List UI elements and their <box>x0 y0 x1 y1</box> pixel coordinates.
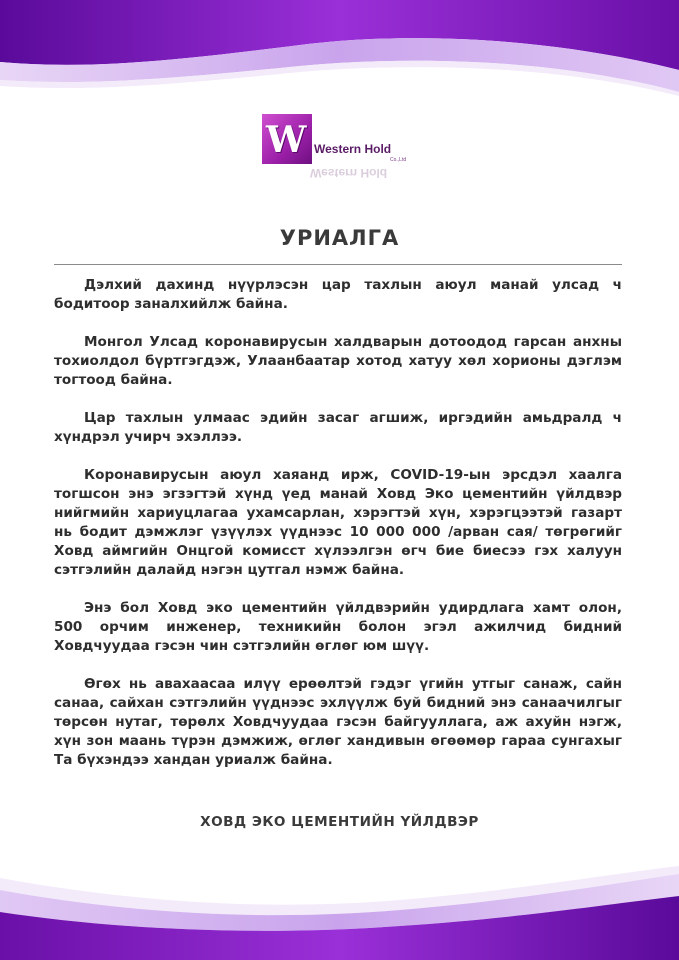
paragraph-4: Коронавирусын аюул хаяанд ирж, COVID-19-ын эрсдэл хаалга тогшсон энэ эгзэгтэй хүнд үед манай Ховд Эко цементийн үйлдвэр нийгмийн хариуцлагаа ухамсарлан, хэрэгтэй хүн, хэрэгцээтэй газарт нь бодит дэмжлэг үзүүлэх үүднээс 10 000 000 /арван сая/ төгрөгийг Ховд аймгийн Онцгой комисст хүлээлгэн өгч бие биесээ гэх халуун сэтгэлийн далайд нэгэн цутгал нэмж байна. <box>54 467 622 578</box>
paragraph-2: Монгол Улсад коронавирусын халдварын дотоодод гарсан анхны тохиолдол бүртгэгдэж, Улаанбаатар хотод хатуу хөл хорионы дэглэм тогтоод байна. <box>54 334 622 388</box>
logo-mark-box <box>262 114 312 164</box>
page-title: УРИАЛГА <box>279 226 400 250</box>
logo-reflection: Western Hold <box>310 166 388 180</box>
paragraph-1: Дэлхий дахинд нүүрлэсэн цар тахлын аюул манай улсад ч бодитоор заналхийлж байна. <box>54 277 622 312</box>
logo-company-suffix: Co.,Ltd <box>390 157 407 163</box>
paragraph-6: Өгөх нь авахаасаа илүү ерөөлтэй гэдэг үгийн утгыг санаж, сайн санаа, сайхан сэтгэлийн үүднээс эхлүүлж буй бидний энэ санаачилгыг төрсөн нутаг, төрөлх Ховдчуудаа гэсэн байгууллага, аж ахуйн нэгж, хүн зон маань түрэн дэмжиж, өглөг хандивын өгөөмөр гараа сунгахыг Та бүхэндээ хандан уриалж байна. <box>54 676 622 768</box>
logo-mark: W <box>266 119 307 161</box>
signature: ХОВД ЭКО ЦЕМЕНТИЙН ҮЙЛДВЭР <box>200 814 479 830</box>
title-divider <box>54 264 622 265</box>
paragraph-3: Цар тахлын улмаас эдийн засаг агшиж, иргэдийн амьдралд ч хүндрэл учирч эхэллээ. <box>54 410 622 445</box>
bottom-wave-decoration <box>0 860 679 960</box>
top-wave-decoration <box>0 0 679 110</box>
company-logo <box>262 110 422 185</box>
paragraph-5: Энэ бол Ховд эко цементийн үйлдвэрийн удирдлага хамт олон, 500 орчим инженер, техникийн болон эгэл ажилчид бидний Ховдчуудаа гэсэн чин сэтгэлийн өглөг юм шүү. <box>54 600 622 654</box>
appeal-body <box>54 276 622 789</box>
logo-company-name: Western Hold <box>314 142 392 156</box>
